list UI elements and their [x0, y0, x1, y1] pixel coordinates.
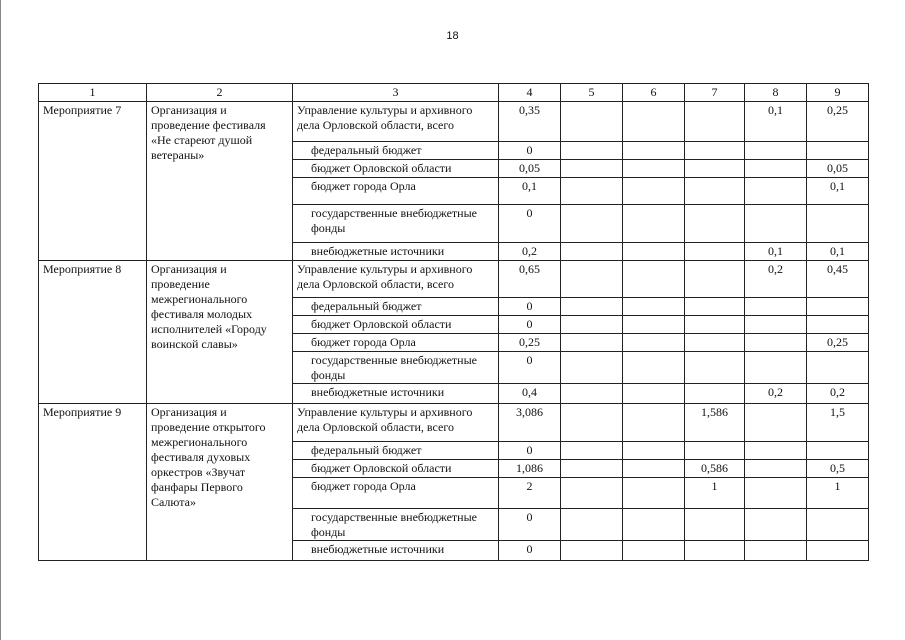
value-cell-9 [807, 142, 869, 160]
value-cell-4: 0,2 [499, 243, 561, 261]
value-cell-4: 0 [499, 205, 561, 243]
value-cell-6 [623, 509, 685, 541]
value-cell-5 [561, 352, 623, 384]
value-cell-7 [685, 102, 745, 142]
value-cell-4: 0 [499, 509, 561, 541]
value-cell-8 [745, 460, 807, 478]
value-cell-8 [745, 442, 807, 460]
value-cell-4: 0,35 [499, 102, 561, 142]
value-cell-7 [685, 243, 745, 261]
funding-source-label: федеральный бюджет [293, 298, 499, 316]
value-cell-8 [745, 404, 807, 442]
value-cell-4: 0,25 [499, 334, 561, 352]
value-cell-8 [745, 509, 807, 541]
measure-name: Мероприятие 7 [39, 102, 147, 261]
funding-source-label: федеральный бюджет [293, 442, 499, 460]
value-cell-9: 1,5 [807, 404, 869, 442]
value-cell-7 [685, 160, 745, 178]
funding-source-label: бюджет Орловской области [293, 460, 499, 478]
funding-source-label: бюджет города Орла [293, 478, 499, 509]
value-cell-7: 0,586 [685, 460, 745, 478]
value-cell-8 [745, 316, 807, 334]
value-cell-8 [745, 298, 807, 316]
value-cell-5 [561, 384, 623, 404]
table-row [39, 261, 869, 298]
value-cell-5 [561, 298, 623, 316]
page-number: 18 [446, 30, 459, 42]
value-cell-4: 0 [499, 352, 561, 384]
value-cell-7 [685, 316, 745, 334]
header-cell: 3 [293, 84, 499, 102]
value-cell-9 [807, 316, 869, 334]
value-cell-4: 2 [499, 478, 561, 509]
value-cell-4: 3,086 [499, 404, 561, 442]
value-cell-6 [623, 261, 685, 298]
table-body [39, 84, 869, 561]
value-cell-9: 1 [807, 478, 869, 509]
value-cell-7 [685, 384, 745, 404]
value-cell-6 [623, 541, 685, 561]
funding-source-label: государственные внебюджетные фонды [293, 205, 499, 243]
header-cell: 7 [685, 84, 745, 102]
header-row [39, 84, 869, 102]
funding-source-label: бюджет города Орла [293, 334, 499, 352]
value-cell-6 [623, 404, 685, 442]
value-cell-7 [685, 298, 745, 316]
value-cell-5 [561, 316, 623, 334]
table-row [39, 404, 869, 442]
value-cell-7: 1,586 [685, 404, 745, 442]
value-cell-5 [561, 404, 623, 442]
value-cell-5 [561, 160, 623, 178]
value-cell-8: 0,1 [745, 243, 807, 261]
value-cell-9 [807, 541, 869, 561]
value-cell-6 [623, 334, 685, 352]
executor-total-label: Управление культуры и архивного дела Орловской области, всего [293, 404, 499, 442]
value-cell-6 [623, 142, 685, 160]
executor-total-label: Управление культуры и архивного дела Орловской области, всего [293, 261, 499, 298]
value-cell-9 [807, 442, 869, 460]
page-edge [0, 0, 1, 640]
value-cell-8 [745, 541, 807, 561]
value-cell-9: 0,05 [807, 160, 869, 178]
value-cell-6 [623, 102, 685, 142]
value-cell-4: 0 [499, 316, 561, 334]
value-cell-6 [623, 460, 685, 478]
value-cell-9 [807, 509, 869, 541]
value-cell-7 [685, 442, 745, 460]
value-cell-4: 0 [499, 298, 561, 316]
value-cell-5 [561, 460, 623, 478]
value-cell-7 [685, 261, 745, 298]
value-cell-6 [623, 160, 685, 178]
value-cell-5 [561, 102, 623, 142]
value-cell-8 [745, 160, 807, 178]
value-cell-4: 1,086 [499, 460, 561, 478]
value-cell-9: 0,1 [807, 243, 869, 261]
value-cell-5 [561, 442, 623, 460]
value-cell-8: 0,2 [745, 384, 807, 404]
value-cell-5 [561, 142, 623, 160]
value-cell-7 [685, 205, 745, 243]
value-cell-6 [623, 205, 685, 243]
value-cell-9: 0,2 [807, 384, 869, 404]
header-cell: 1 [39, 84, 147, 102]
value-cell-6 [623, 298, 685, 316]
value-cell-8 [745, 142, 807, 160]
funding-source-label: внебюджетные источники [293, 541, 499, 561]
value-cell-7 [685, 352, 745, 384]
value-cell-9: 0,25 [807, 102, 869, 142]
value-cell-8: 0,2 [745, 261, 807, 298]
executor-total-label: Управление культуры и архивного дела Орловской области, всего [293, 102, 499, 142]
header-cell: 5 [561, 84, 623, 102]
funding-source-label: бюджет Орловской области [293, 316, 499, 334]
value-cell-6 [623, 478, 685, 509]
funding-table [38, 83, 869, 561]
measure-name: Мероприятие 9 [39, 404, 147, 561]
measure-title: Организация и проведение фестиваля «Не стареют душой ветераны» [147, 102, 293, 261]
value-cell-6 [623, 178, 685, 205]
value-cell-8 [745, 478, 807, 509]
value-cell-7 [685, 142, 745, 160]
table-row [39, 102, 869, 142]
value-cell-5 [561, 261, 623, 298]
header-cell: 8 [745, 84, 807, 102]
header-cell: 9 [807, 84, 869, 102]
value-cell-9 [807, 352, 869, 384]
value-cell-8 [745, 205, 807, 243]
value-cell-6 [623, 352, 685, 384]
value-cell-6 [623, 384, 685, 404]
value-cell-5 [561, 205, 623, 243]
measure-name: Мероприятие 8 [39, 261, 147, 404]
value-cell-4: 0 [499, 541, 561, 561]
funding-source-label: бюджет Орловской области [293, 160, 499, 178]
value-cell-7 [685, 509, 745, 541]
value-cell-6 [623, 316, 685, 334]
header-cell: 2 [147, 84, 293, 102]
value-cell-4: 0 [499, 142, 561, 160]
value-cell-7 [685, 334, 745, 352]
value-cell-9: 0,1 [807, 178, 869, 205]
value-cell-9: 0,5 [807, 460, 869, 478]
value-cell-8: 0,1 [745, 102, 807, 142]
value-cell-9 [807, 205, 869, 243]
value-cell-5 [561, 478, 623, 509]
value-cell-5 [561, 509, 623, 541]
value-cell-4: 0,65 [499, 261, 561, 298]
value-cell-8 [745, 352, 807, 384]
funding-source-label: внебюджетные источники [293, 384, 499, 404]
header-cell: 4 [499, 84, 561, 102]
value-cell-6 [623, 442, 685, 460]
value-cell-4: 0,4 [499, 384, 561, 404]
funding-source-label: государственные внебюджетные фонды [293, 352, 499, 384]
value-cell-5 [561, 541, 623, 561]
value-cell-5 [561, 243, 623, 261]
value-cell-4: 0,1 [499, 178, 561, 205]
funding-source-label: бюджет города Орла [293, 178, 499, 205]
value-cell-5 [561, 334, 623, 352]
value-cell-7 [685, 178, 745, 205]
value-cell-5 [561, 178, 623, 205]
measure-title: Организация и проведение открытого межрегионального фестиваля духовых оркестров «Звучат фанфары Первого Салюта» [147, 404, 293, 561]
value-cell-4: 0 [499, 442, 561, 460]
funding-source-label: государственные внебюджетные фонды [293, 509, 499, 541]
value-cell-6 [623, 243, 685, 261]
value-cell-7 [685, 541, 745, 561]
value-cell-8 [745, 334, 807, 352]
value-cell-9: 0,25 [807, 334, 869, 352]
value-cell-8 [745, 178, 807, 205]
value-cell-9: 0,45 [807, 261, 869, 298]
funding-source-label: внебюджетные источники [293, 243, 499, 261]
funding-source-label: федеральный бюджет [293, 142, 499, 160]
header-cell: 6 [623, 84, 685, 102]
value-cell-4: 0,05 [499, 160, 561, 178]
value-cell-9 [807, 298, 869, 316]
measure-title: Организация и проведение межрегионального фестиваля молодых исполнителей «Городу воинской славы» [147, 261, 293, 404]
value-cell-7: 1 [685, 478, 745, 509]
